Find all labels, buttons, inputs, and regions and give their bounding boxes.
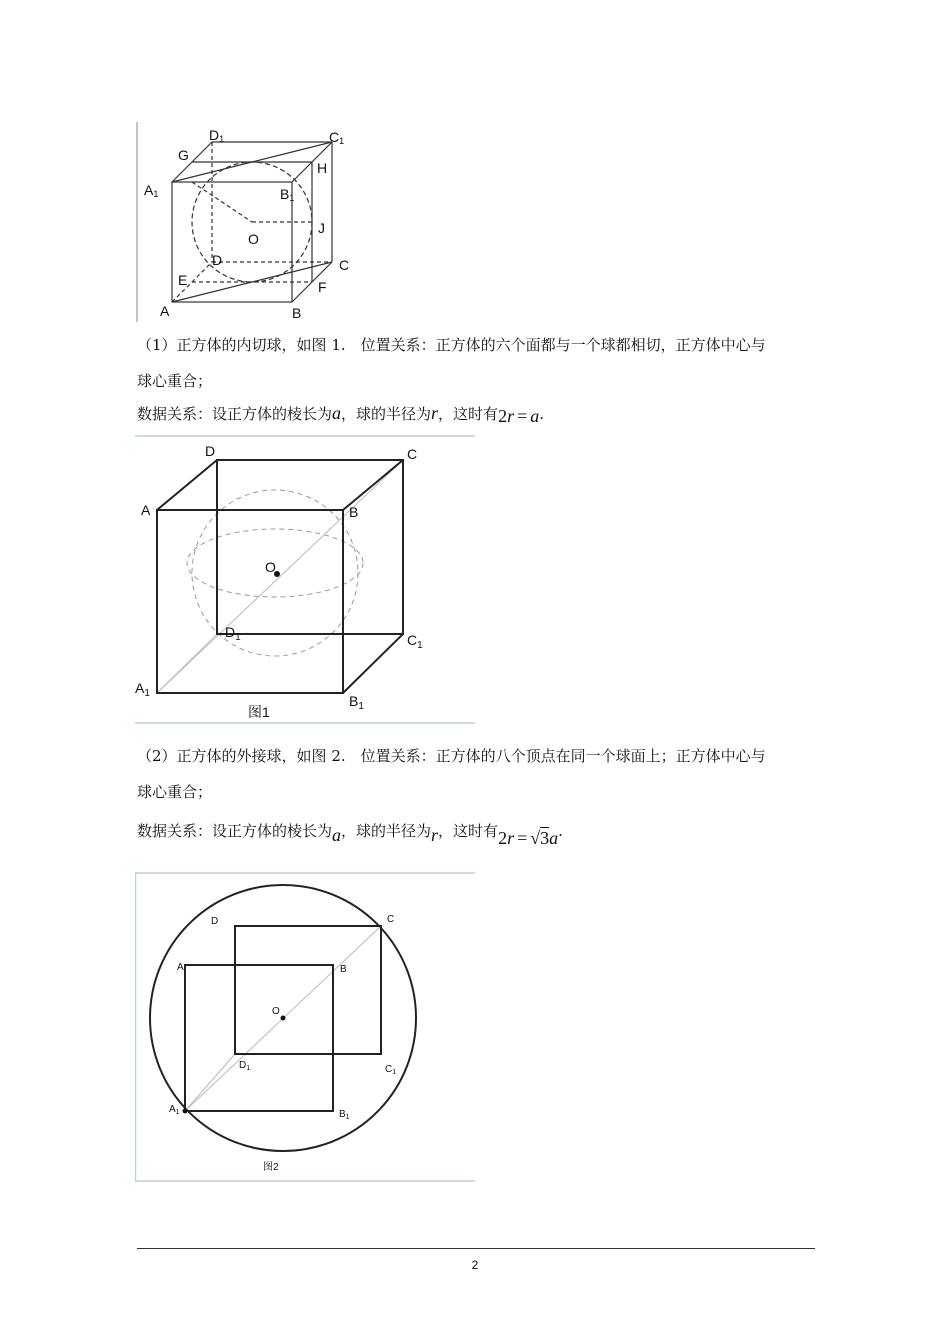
label-j: J xyxy=(318,220,325,236)
label-a: A xyxy=(141,502,151,518)
label-b1: B1 xyxy=(280,186,295,203)
label-b: B xyxy=(340,964,347,975)
label-b1: $B_1$ xyxy=(339,1109,350,1121)
text-post: ，这时有 xyxy=(438,822,499,840)
label-h: H xyxy=(317,160,328,176)
footer-rule xyxy=(137,1248,815,1249)
var-r: r xyxy=(431,403,439,423)
paragraph1-line3: 数据关系：设正方体的棱长为a，球的半径为r，这时有2r = a. xyxy=(137,403,545,426)
label-b: B xyxy=(349,504,359,520)
figure2-caption: 图2 xyxy=(263,1162,279,1173)
paragraph2-line2: 球心重合； xyxy=(137,783,213,801)
label-o: O xyxy=(272,1006,280,1017)
label-o: O xyxy=(248,231,259,247)
formula-circumscribed: 2r = √3a xyxy=(498,828,559,848)
label-g: G xyxy=(178,147,189,163)
figure-top-cube xyxy=(134,120,364,325)
text-post: ，这时有 xyxy=(438,405,499,423)
label-a1: $A_1$ xyxy=(169,1104,180,1116)
label-a1: $A_1$ xyxy=(135,680,150,699)
paragraph2-line3: 数据关系：设正方体的棱长为a，球的半径为r，这时有2r = √3a. xyxy=(137,822,563,848)
label-b: B xyxy=(292,305,302,321)
label-d1: $D_1$ xyxy=(239,1060,251,1072)
var-r: r xyxy=(431,825,439,845)
label-c1: $C_1$ xyxy=(385,1064,397,1076)
label-a: A xyxy=(160,303,170,319)
label-e: E xyxy=(178,272,188,288)
label-c: C xyxy=(407,446,418,462)
figure1-caption: 图1 xyxy=(248,704,270,720)
paragraph2-line1: （2）正方体的外接球，如图 2. 位置关系：正方体的八个顶点在同一个球面上；正方体中心与 xyxy=(137,747,766,765)
label-d1: $D_1$ xyxy=(225,624,241,643)
formula-inscribed: 2r = a xyxy=(498,406,540,426)
text-mid: ，球的半径为 xyxy=(341,822,432,840)
figure1-inscribed-sphere xyxy=(135,435,475,725)
label-b1: $B_1$ xyxy=(349,693,364,712)
page-number: 2 xyxy=(471,1258,479,1272)
label-d: D xyxy=(211,916,219,927)
label-a: A xyxy=(177,962,184,973)
text-mid: ，球的半径为 xyxy=(341,405,432,423)
label-c1: C1 xyxy=(329,129,345,146)
label-a1: A1 xyxy=(144,182,159,199)
label-o: O xyxy=(265,559,276,575)
var-a: a xyxy=(332,403,342,423)
paragraph1-line1: （1）正方体的内切球，如图 1. 位置关系：正方体的六个面都与一个球都相切，正方体中心与 xyxy=(137,336,766,354)
text-pre: 数据关系：设正方体的棱长为 xyxy=(137,822,333,840)
var-a: a xyxy=(332,825,342,845)
label-c: C xyxy=(387,914,395,925)
label-d1: D1 xyxy=(209,127,225,144)
text-pre: 数据关系：设正方体的棱长为 xyxy=(137,405,333,423)
label-c: C xyxy=(339,257,350,273)
label-c1: $C_1$ xyxy=(407,632,423,651)
paragraph1-line2: 球心重合； xyxy=(137,372,213,390)
label-d: D xyxy=(205,443,216,459)
label-f: F xyxy=(318,279,327,295)
label-d: D xyxy=(212,252,223,268)
figure2-circumscribed-sphere xyxy=(135,872,475,1184)
